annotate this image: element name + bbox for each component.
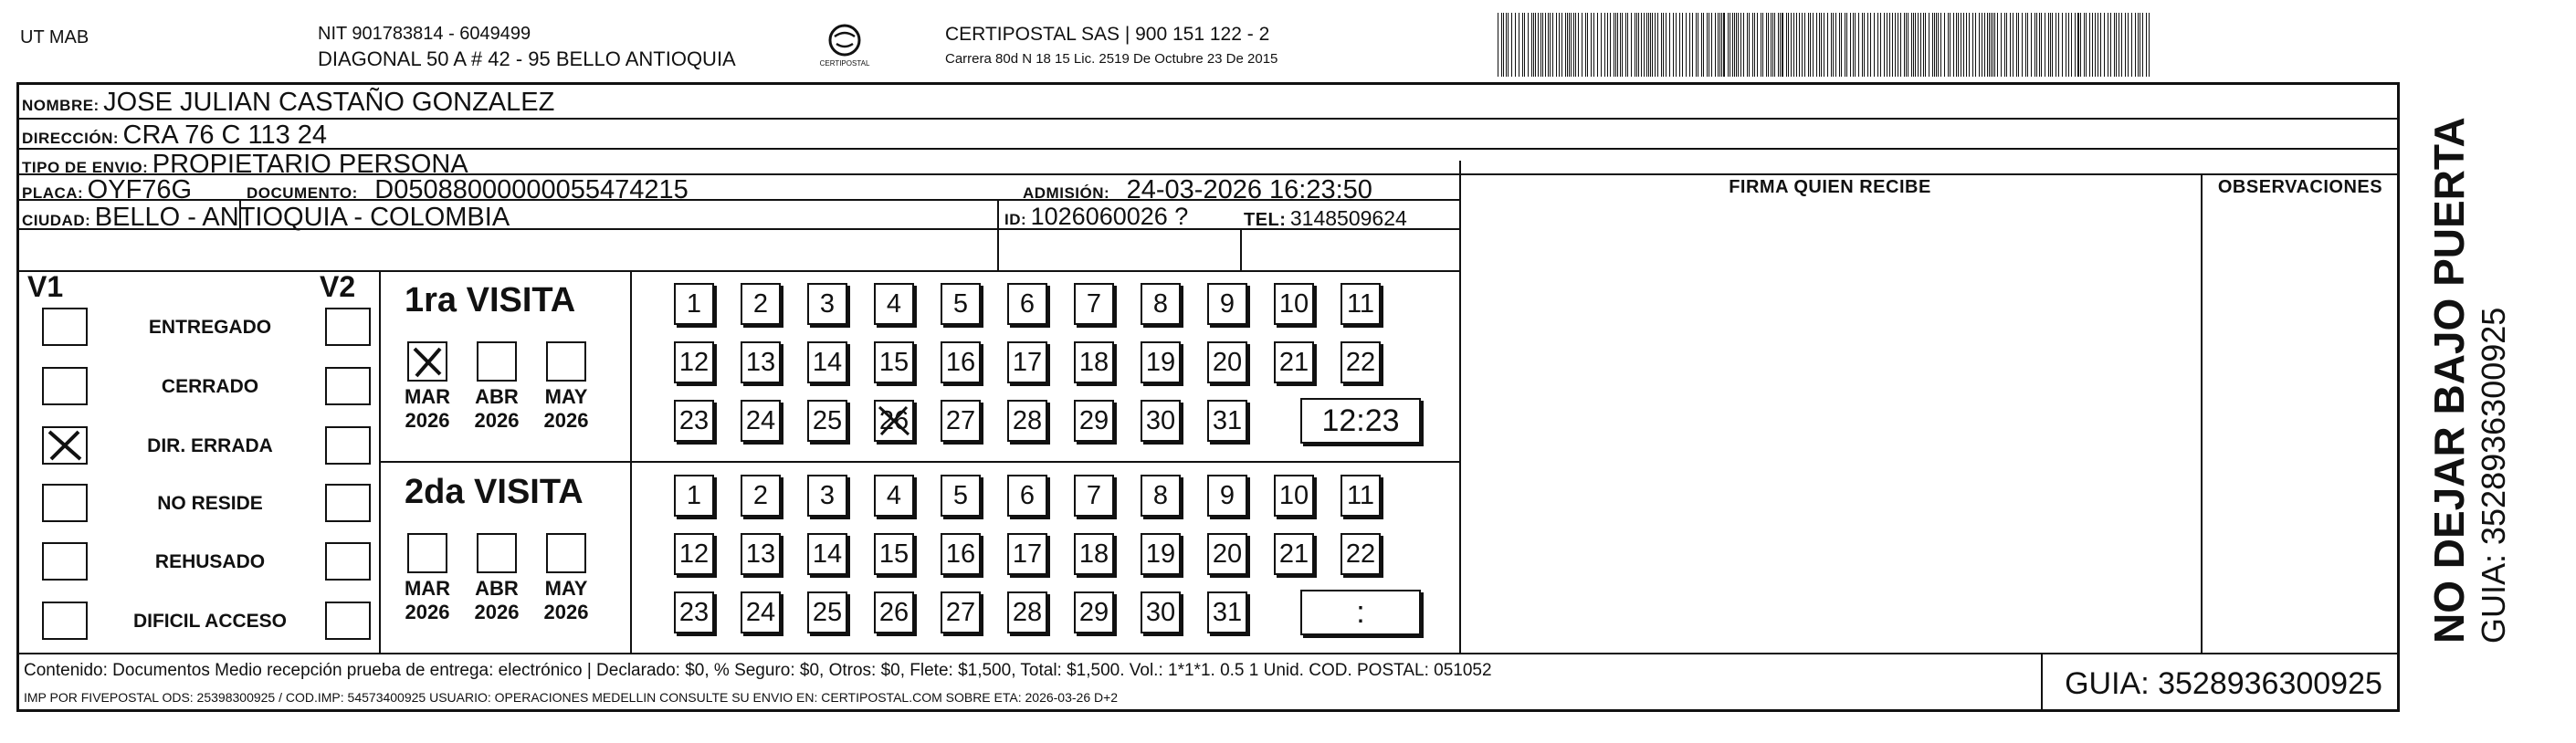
- v1-checkbox[interactable]: [42, 426, 88, 465]
- visit-time-box[interactable]: [1300, 398, 1421, 444]
- day-number: 16: [945, 539, 976, 569]
- day-number: 4: [886, 481, 902, 510]
- month-checkbox[interactable]: [477, 341, 517, 382]
- admision-row: [1023, 175, 1372, 205]
- x-mark-icon: [409, 343, 446, 380]
- day-box[interactable]: [674, 475, 714, 517]
- visit-time-box[interactable]: [1300, 590, 1421, 635]
- day-number: 9: [1219, 289, 1235, 319]
- tel-row: [1244, 206, 1407, 231]
- status-option-label: REHUSADO: [154, 551, 266, 572]
- day-number: 3: [819, 289, 836, 319]
- v1-header: V1: [27, 270, 64, 303]
- day-number: 30: [1145, 598, 1176, 627]
- ciudad-row: [22, 203, 510, 233]
- day-box[interactable]: [874, 533, 914, 575]
- month-year: 2026: [543, 601, 589, 623]
- month-label: [397, 577, 457, 624]
- day-box[interactable]: [807, 283, 847, 325]
- day-number: 29: [1078, 598, 1109, 627]
- x-mark-icon: [44, 428, 86, 463]
- tel-value: 3148509624: [1289, 206, 1407, 230]
- v1-checkbox[interactable]: [42, 484, 88, 522]
- company-address: DIAGONAL 50 A # 42 - 95 BELLO ANTIOQUIA: [318, 47, 736, 70]
- placa-label: PLACA:: [22, 184, 84, 202]
- day-number: 7: [1086, 289, 1102, 319]
- day-number: 23: [678, 598, 710, 627]
- day-number: 14: [812, 348, 843, 377]
- day-box[interactable]: [874, 400, 914, 442]
- day-box[interactable]: [807, 591, 847, 633]
- certipostal-logo: [817, 22, 872, 68]
- day-number: 8: [1152, 289, 1169, 319]
- day-number: 10: [1278, 289, 1309, 319]
- day-box[interactable]: [1141, 591, 1181, 633]
- day-number: 13: [745, 539, 776, 569]
- tipo-envio-label: TIPO DE ENVIO:: [22, 159, 149, 176]
- day-box[interactable]: [1074, 400, 1114, 442]
- company-name: UT MAB: [20, 27, 89, 47]
- day-box[interactable]: [1274, 475, 1314, 517]
- day-number: 13: [745, 348, 776, 377]
- documento-label: DOCUMENTO:: [247, 184, 358, 202]
- v2-checkbox[interactable]: [325, 308, 371, 346]
- day-number: 11: [1346, 289, 1375, 319]
- v2-checkbox[interactable]: [325, 484, 371, 522]
- month-checkbox[interactable]: [407, 341, 447, 382]
- visit-time: :: [1356, 595, 1365, 630]
- month-label: [536, 577, 596, 624]
- day-box[interactable]: [1141, 400, 1181, 442]
- day-number: 15: [878, 539, 909, 569]
- day-number: 25: [812, 598, 843, 627]
- day-box[interactable]: [1074, 341, 1114, 383]
- day-number: 12: [678, 539, 710, 569]
- v2-checkbox[interactable]: [325, 602, 371, 640]
- v1-checkbox[interactable]: [42, 308, 88, 346]
- day-number: 16: [945, 348, 976, 377]
- carrier-license: Carrera 80d N 18 15 Lic. 2519 De Octubre 23 De 2015: [945, 51, 1278, 67]
- day-number: 10: [1278, 481, 1309, 510]
- day-box[interactable]: [941, 400, 981, 442]
- day-number: 27: [945, 598, 976, 627]
- day-box[interactable]: [1274, 533, 1314, 575]
- day-box[interactable]: [1007, 400, 1047, 442]
- day-box[interactable]: [741, 591, 781, 633]
- direccion-value: CRA 76 C 113 24: [122, 120, 328, 150]
- contenido-text: Contenido: Documentos Medio recepción prueba de entrega: electrónico | Declarado: $0, % Seguro: $0, Otros: $0, Flete: $1,500, Total: $1,500. Vol.: 1*1*1. 0.5 1 Unid. COD. POSTAL: 051052: [24, 661, 1492, 680]
- status-option-label: CERRADO: [161, 376, 259, 397]
- day-box[interactable]: [1007, 475, 1047, 517]
- day-number: 15: [878, 348, 909, 377]
- day-number: 6: [1019, 481, 1036, 510]
- company-nit: NIT 901783814 - 6049499: [318, 24, 531, 44]
- day-number: 28: [1012, 598, 1043, 627]
- day-box[interactable]: [674, 533, 714, 575]
- day-box[interactable]: [1074, 475, 1114, 517]
- day-number: 21: [1278, 539, 1309, 569]
- signature-area[interactable]: [1461, 203, 2199, 652]
- day-box[interactable]: [1074, 283, 1114, 325]
- day-box[interactable]: [1141, 475, 1181, 517]
- day-number: 22: [1345, 539, 1376, 569]
- day-number: 3: [819, 481, 836, 510]
- day-number: 31: [1212, 598, 1243, 627]
- day-box[interactable]: [941, 591, 981, 633]
- day-box[interactable]: [874, 341, 914, 383]
- v2-header: V2: [320, 270, 356, 303]
- day-box[interactable]: [741, 400, 781, 442]
- v2-checkbox[interactable]: [325, 367, 371, 405]
- day-box[interactable]: [1341, 283, 1381, 325]
- month-label: [467, 577, 527, 624]
- day-number: 31: [1212, 406, 1243, 435]
- direccion-label: DIRECCIÓN:: [22, 130, 120, 147]
- day-number: 2: [752, 289, 769, 319]
- day-number: 24: [745, 406, 776, 435]
- day-box[interactable]: [1207, 400, 1247, 442]
- day-number: 1: [686, 481, 702, 510]
- day-box[interactable]: [941, 341, 981, 383]
- visit-time: 12:23: [1321, 403, 1400, 438]
- month-name: ABR: [475, 577, 519, 600]
- firma-header: FIRMA QUIEN RECIBE: [1729, 177, 1931, 197]
- day-number: 12: [678, 348, 710, 377]
- logo-text: CERTIPOSTAL: [819, 59, 870, 68]
- month-label: [467, 385, 527, 433]
- day-box[interactable]: [1007, 533, 1047, 575]
- v2-checkbox[interactable]: [325, 426, 371, 465]
- day-number: 18: [1078, 539, 1109, 569]
- day-box[interactable]: [1341, 341, 1381, 383]
- day-box[interactable]: [807, 400, 847, 442]
- month-label: [536, 385, 596, 433]
- id-value: 1026060026 ?: [1030, 203, 1189, 230]
- documento-row: [247, 175, 689, 205]
- day-number: 2: [752, 481, 769, 510]
- day-number: 24: [745, 598, 776, 627]
- day-number: 22: [1345, 348, 1376, 377]
- day-number: 9: [1219, 481, 1235, 510]
- day-number: 17: [1012, 348, 1043, 377]
- tipo-envio-value: PROPIETARIO PERSONA: [152, 150, 468, 179]
- day-number: 30: [1145, 406, 1176, 435]
- day-number: 14: [812, 539, 843, 569]
- status-option-label: DIFICIL ACCESO: [132, 611, 287, 632]
- status-option-label: ENTREGADO: [148, 317, 272, 338]
- day-box[interactable]: [941, 475, 981, 517]
- day-box[interactable]: [807, 341, 847, 383]
- day-box[interactable]: [1207, 591, 1247, 633]
- day-number: 27: [945, 406, 976, 435]
- day-box[interactable]: [741, 341, 781, 383]
- placa-value: OYF76G: [87, 175, 193, 204]
- id-label: ID:: [1004, 211, 1027, 228]
- month-name: ABR: [475, 385, 519, 408]
- day-box[interactable]: [1074, 591, 1114, 633]
- day-box[interactable]: [807, 475, 847, 517]
- day-number: 19: [1145, 348, 1176, 377]
- imp-text: IMP POR FIVEPOSTAL ODS: 25398300925 / COD.IMP: 54573400925 USUARIO: OPERACIONES MEDELLIN CONSULTE SU ENVIO EN: CERTIPOSTAL.COM SOBRE ETA: 2026-03-26 D+2: [24, 690, 1119, 705]
- day-number: 26: [878, 406, 909, 435]
- day-box[interactable]: [874, 475, 914, 517]
- day-number: 28: [1012, 406, 1043, 435]
- day-number: 26: [878, 598, 909, 627]
- admision-value: 24-03-2026 16:23:50: [1126, 175, 1372, 204]
- day-box[interactable]: [1207, 533, 1247, 575]
- ciudad-label: CIUDAD:: [22, 212, 91, 229]
- day-number: 7: [1086, 481, 1102, 510]
- day-number: 20: [1212, 539, 1243, 569]
- visit-title: 2da VISITA: [405, 473, 584, 511]
- day-box[interactable]: [741, 283, 781, 325]
- visit-title: 1ra VISITA: [405, 281, 576, 319]
- day-number: 25: [812, 406, 843, 435]
- day-box[interactable]: [674, 283, 714, 325]
- day-box[interactable]: [1007, 341, 1047, 383]
- x-mark-icon: [876, 402, 912, 440]
- month-year: 2026: [405, 601, 450, 623]
- id-row: [1004, 203, 1188, 231]
- logo-emblem-icon: [826, 22, 863, 58]
- documento-value: D05088000000055474215: [374, 175, 689, 204]
- month-label: [397, 385, 457, 433]
- no-dejar-warning: NO DEJAR BAJO PUERTA: [2425, 117, 2473, 644]
- month-checkbox[interactable]: [407, 533, 447, 573]
- status-option-label: NO RESIDE: [157, 493, 263, 514]
- day-box[interactable]: [741, 475, 781, 517]
- carrier-name: CERTIPOSTAL SAS | 900 151 122 - 2: [945, 24, 1270, 45]
- day-number: 23: [678, 406, 710, 435]
- day-box[interactable]: [674, 591, 714, 633]
- month-name: MAY: [544, 385, 588, 408]
- day-number: 18: [1078, 348, 1109, 377]
- day-box[interactable]: [1207, 341, 1247, 383]
- barcode: [1498, 13, 2155, 77]
- day-number: 20: [1212, 348, 1243, 377]
- day-number: 5: [952, 289, 969, 319]
- nombre-row: [22, 88, 554, 118]
- v1-checkbox[interactable]: [42, 367, 88, 405]
- day-number: 6: [1019, 289, 1036, 319]
- day-box[interactable]: [1207, 475, 1247, 517]
- day-box[interactable]: [1141, 533, 1181, 575]
- day-number: 17: [1012, 539, 1043, 569]
- day-box[interactable]: [674, 400, 714, 442]
- day-box[interactable]: [1074, 533, 1114, 575]
- placa-row: [22, 175, 192, 205]
- day-box[interactable]: [1007, 283, 1047, 325]
- day-box[interactable]: [807, 533, 847, 575]
- month-year: 2026: [543, 409, 589, 432]
- side-guia: GUIA: 3528936300925: [2475, 307, 2512, 644]
- month-checkbox[interactable]: [477, 533, 517, 573]
- day-box[interactable]: [874, 283, 914, 325]
- day-box[interactable]: [1141, 283, 1181, 325]
- month-checkbox[interactable]: [546, 341, 586, 382]
- day-number: 4: [886, 289, 902, 319]
- month-year: 2026: [474, 601, 520, 623]
- month-name: MAR: [404, 577, 451, 600]
- v1-checkbox[interactable]: [42, 542, 88, 581]
- ciudad-value: BELLO - ANTIOQUIA - COLOMBIA: [94, 203, 510, 232]
- month-checkbox[interactable]: [546, 533, 586, 573]
- status-option-label: DIR. ERRADA: [147, 435, 273, 456]
- day-box[interactable]: [874, 591, 914, 633]
- day-number: 8: [1152, 481, 1169, 510]
- day-box[interactable]: [1207, 283, 1247, 325]
- day-box[interactable]: [1341, 475, 1381, 517]
- admision-label: ADMISIÓN:: [1023, 184, 1110, 202]
- day-number: 1: [686, 289, 702, 319]
- v2-checkbox[interactable]: [325, 542, 371, 581]
- observaciones-header: OBSERVACIONES: [2217, 177, 2383, 197]
- v1-checkbox[interactable]: [42, 602, 88, 640]
- month-name: MAR: [404, 385, 451, 408]
- observations-area[interactable]: [2203, 203, 2398, 652]
- month-name: MAY: [544, 577, 588, 600]
- nombre-label: NOMBRE:: [22, 97, 100, 114]
- day-box[interactable]: [674, 341, 714, 383]
- day-box[interactable]: [941, 283, 981, 325]
- day-number: 29: [1078, 406, 1109, 435]
- day-box[interactable]: [1341, 533, 1381, 575]
- day-box[interactable]: [1007, 591, 1047, 633]
- tel-label: TEL:: [1244, 210, 1287, 230]
- footer-guia: GUIA: 3528936300925: [2065, 666, 2382, 701]
- day-number: 21: [1278, 348, 1309, 377]
- direccion-row: [22, 120, 327, 151]
- month-year: 2026: [405, 409, 450, 432]
- day-box[interactable]: [1141, 341, 1181, 383]
- day-box[interactable]: [741, 533, 781, 575]
- day-box[interactable]: [1274, 341, 1314, 383]
- day-box[interactable]: [941, 533, 981, 575]
- day-number: 5: [952, 481, 969, 510]
- day-number: 11: [1346, 481, 1375, 510]
- day-box[interactable]: [1274, 283, 1314, 325]
- month-year: 2026: [474, 409, 520, 432]
- nombre-value: JOSE JULIAN CASTAÑO GONZALEZ: [103, 88, 555, 117]
- day-number: 19: [1145, 539, 1176, 569]
